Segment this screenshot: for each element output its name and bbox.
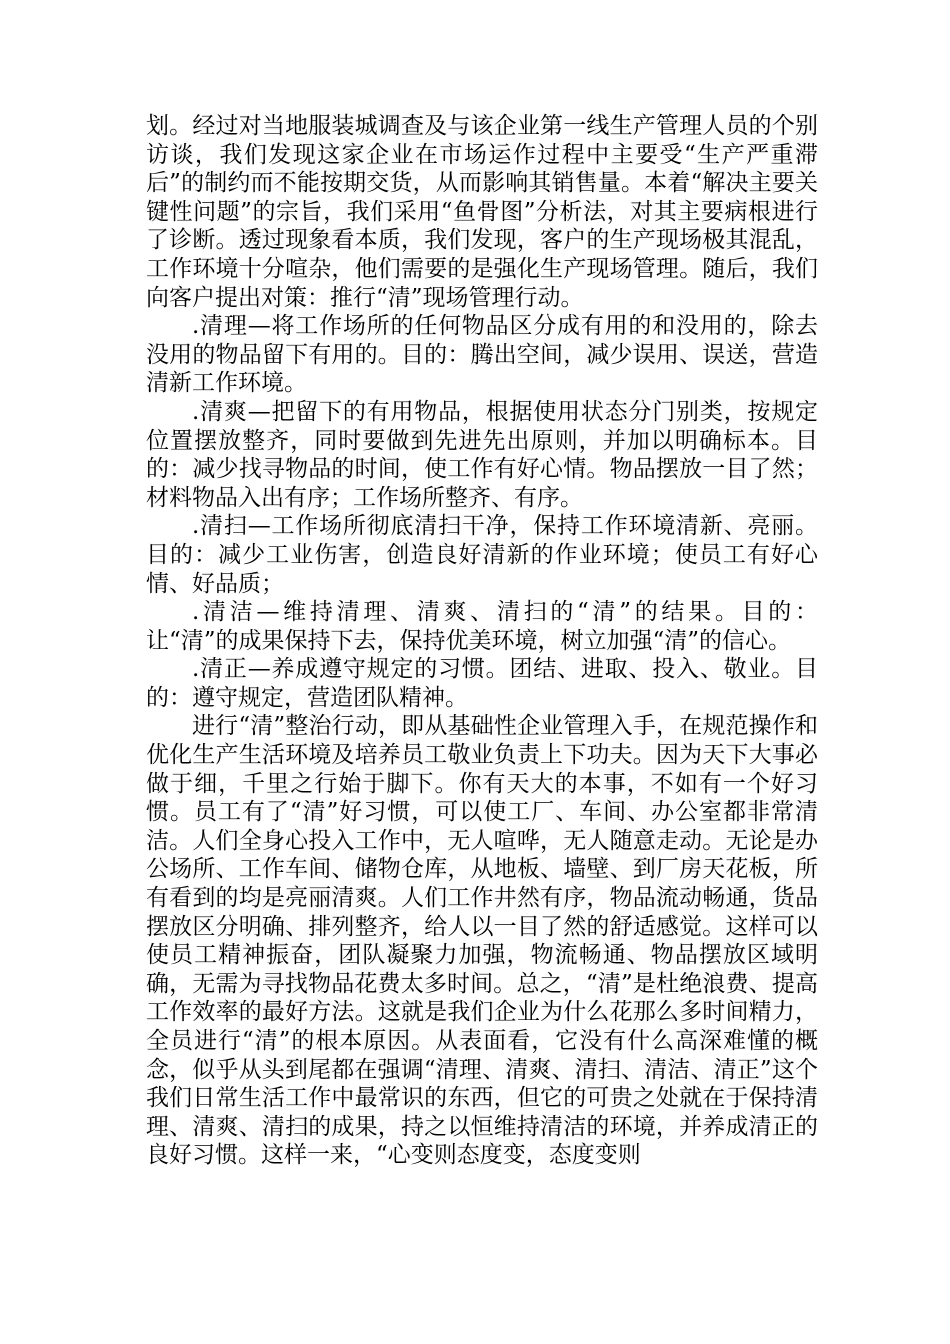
paragraph-qingli: .清理—将工作场所的任何物品区分成有用的和没用的，除去没用的物品留下有用的。目的：腾出空间，减少误用、误送，营造清新工作环境。 — [146, 313, 818, 397]
paragraph-qingshuang: .清爽—把留下的有用物品，根据使用状态分门别类，按规定位置摆放整齐，同时要做到先进先出原则，并加以明确标本。目的：减少找寻物品的时间，使工作有好心情。物品摆放一目了然；材料物品入出有序；工作场所整齐、有序。 — [146, 398, 818, 511]
paragraph-qingzheng: .清正—养成遵守规定的习惯。团结、进取、投入、敬业。目的：遵守规定，营造团队精神。 — [146, 656, 818, 711]
paragraph-intro: 划。经过对当地服装城调查及与该企业第一线生产管理人员的个别访谈，我们发现这家企业在市场运作过程中主要受“生产严重滞后”的制约而不能按期交货，从而影响其销售量。本着“解决主要关键性问题”的宗旨，我们采用“鱼骨图”分析法，对其主要病根进行了诊断。透过现象看本质，我们发现，客户的生产现场极其混乱，工作环境十分喧杂，他们需要的是强化生产现场管理。随后，我们向客户提出对策：推行“清”现场管理行动。 — [146, 113, 818, 311]
paragraph-qingsao: .清扫—工作场所彻底清扫干净，保持工作环境清新、亮丽。目的：减少工业伤害，创造良好清新的作业环境；使员工有好心情、好品质； — [146, 513, 818, 597]
document-page — [146, 112, 818, 1170]
paragraph-qingjie: .清洁—维持清理、清爽、清扫的“清”的结果。目的：让“清”的成果保持下去，保持优美环境，树立加强“清”的信心。 — [146, 599, 818, 654]
paragraph-conclusion: 进行“清”整治行动，即从基础性企业管理入手，在规范操作和优化生产生活环境及培养员工敬业负责上下功夫。因为天下大事必做于细，千里之行始于脚下。你有天大的本事，不如有一个好习惯。员工有了“清”好习惯，可以使工厂、车间、办公室都非常清洁。人们全身心投入工作中，无人喧哗，无人随意走动。无论是办公场所、工作车间、储物仓库，从地板、墙壁、到厂房天花板，所有看到的均是亮丽清爽。人们工作井然有序，物品流动畅通，货品摆放区分明确、排列整齐，给人以一目了然的舒适感觉。这样可以使员工精神振奋，团队凝聚力加强，物流畅通、物品摆放区域明确，无需为寻找物品花费太多时间。总之，“清”是杜绝浪费、提高工作效率的最好方法。这就是我们企业为什么花那么多时间精力，全员进行“清”的根本原因。从表面看，它没有什么高深难懂的概念，似乎从头到尾都在强调“清理、清爽、清扫、清洁、清正”这个我们日常生活工作中最常识的东西，但它的可贵之处就在于保持清理、清爽、清扫的成果，持之以恒维持清洁的环境，并养成清正的良好习惯。这样一来，“心变则态度变，态度变则 — [146, 713, 818, 1169]
